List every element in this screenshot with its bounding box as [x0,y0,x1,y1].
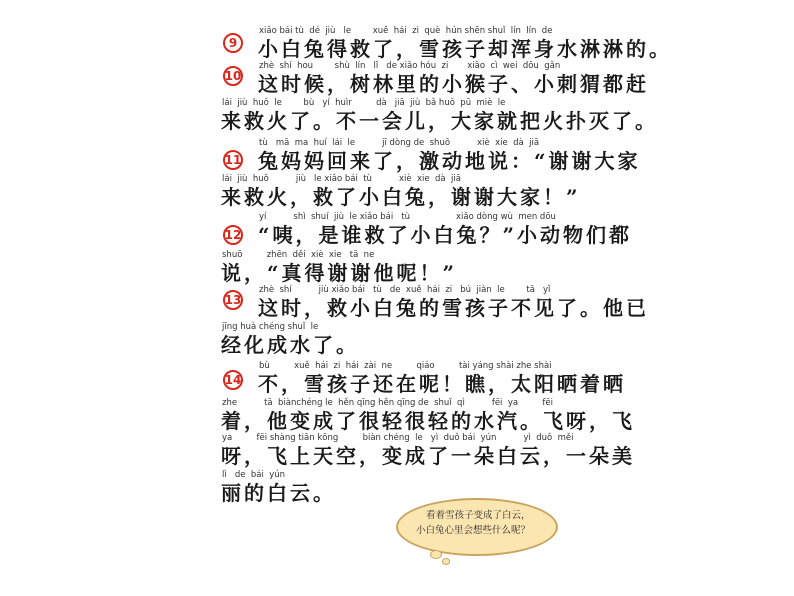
text-line-4: 兔妈妈回来了，激动地说：“谢谢大家 [258,149,641,173]
pinyin-line-12: ya fēi shàng tiān kōng biàn chéng le yì duǒ bái yún yì duǒ měi [222,433,574,443]
pinyin-line-9: jīng huà chéng shuǐ le [222,322,319,332]
text-line-11: 着，他变成了很轻很轻的水汽。飞呀，飞 [221,409,635,433]
pinyin-line-5: lái jiù huǒ jiù le xiǎo bái tù xiè xie dà jiā [222,174,461,184]
text-line-6: “咦，是谁救了小白兔？”小动物们都 [258,223,633,247]
thought-bubble-line-2: 小白兔心里会想些什么呢？ [416,525,531,536]
pinyin-line-8: zhè shí jiù xiǎo bái tù de xuě hái zi bú jiàn le tā yǐ [259,285,551,295]
text-line-5: 来救火，救了小白兔，谢谢大家！” [221,185,581,209]
text-line-10: 不，雪孩子还在呢！瞧，太阳晒着晒 [258,372,626,396]
pinyin-line-1: xiǎo bái tù dé jiù le xuě hái zi què hún shēn shuǐ lín lín de [259,26,553,36]
paragraph-number-12: 12 [223,225,243,245]
thought-bubble-line-1: 看着雪孩子变成了白云， [426,510,531,521]
thought-bubble-dot [430,550,442,559]
text-line-13: 丽的白云。 [221,481,336,505]
paragraph-number-9: 9 [223,33,243,53]
pinyin-line-13: lì de bái yún [222,470,286,480]
text-line-7: 说，“真得谢谢他呢！” [221,261,458,285]
paragraph-number-11: 11 [223,150,243,170]
thought-bubble [390,492,560,572]
pinyin-line-3: lái jiù huǒ le bù yí huìr dà jiā jiù bǎ huǒ pū miè le [222,98,506,108]
paragraph-number-13: 13 [223,290,243,310]
text-line-8: 这时，救小白兔的雪孩子不见了。他已 [258,296,649,320]
paragraph-number-10: 10 [223,66,243,86]
text-line-3: 来救火了。不一会儿，大家就把火扑灭了。 [221,109,658,133]
pinyin-line-2: zhè shí hou shù lín lǐ de xiǎo hóu zi xiǎo cì wei dōu gǎn [259,61,561,71]
text-line-1: 小白兔得救了，雪孩子却浑身水淋淋的。 [258,37,672,61]
text-line-9: 经化成水了。 [221,333,359,357]
text-line-12: 呀，飞上天空，变成了一朵白云，一朵美 [221,444,635,468]
text-line-2: 这时候，树林里的小猴子、小刺猬都赶 [258,72,649,96]
pinyin-line-10: bù xuě hái zi hái zài ne qiáo tài yáng shài zhe shài [259,361,552,371]
pinyin-line-6: yí shì shuí jiù le xiǎo bái tù xiǎo dòng wù men dōu [259,212,556,222]
paragraph-number-14: 14 [223,370,243,390]
pinyin-line-7: shuō zhēn děi xiè xie tā ne [222,250,375,260]
pinyin-line-11: zhe tā biànchéng le hěn qīng hěn qīng de shuǐ qì fēi ya fēi [222,398,553,408]
pinyin-line-4: tù mā ma huí lái le jī dòng de shuō xiè xie dà jiā [259,138,540,148]
thought-bubble-dot [442,558,450,565]
